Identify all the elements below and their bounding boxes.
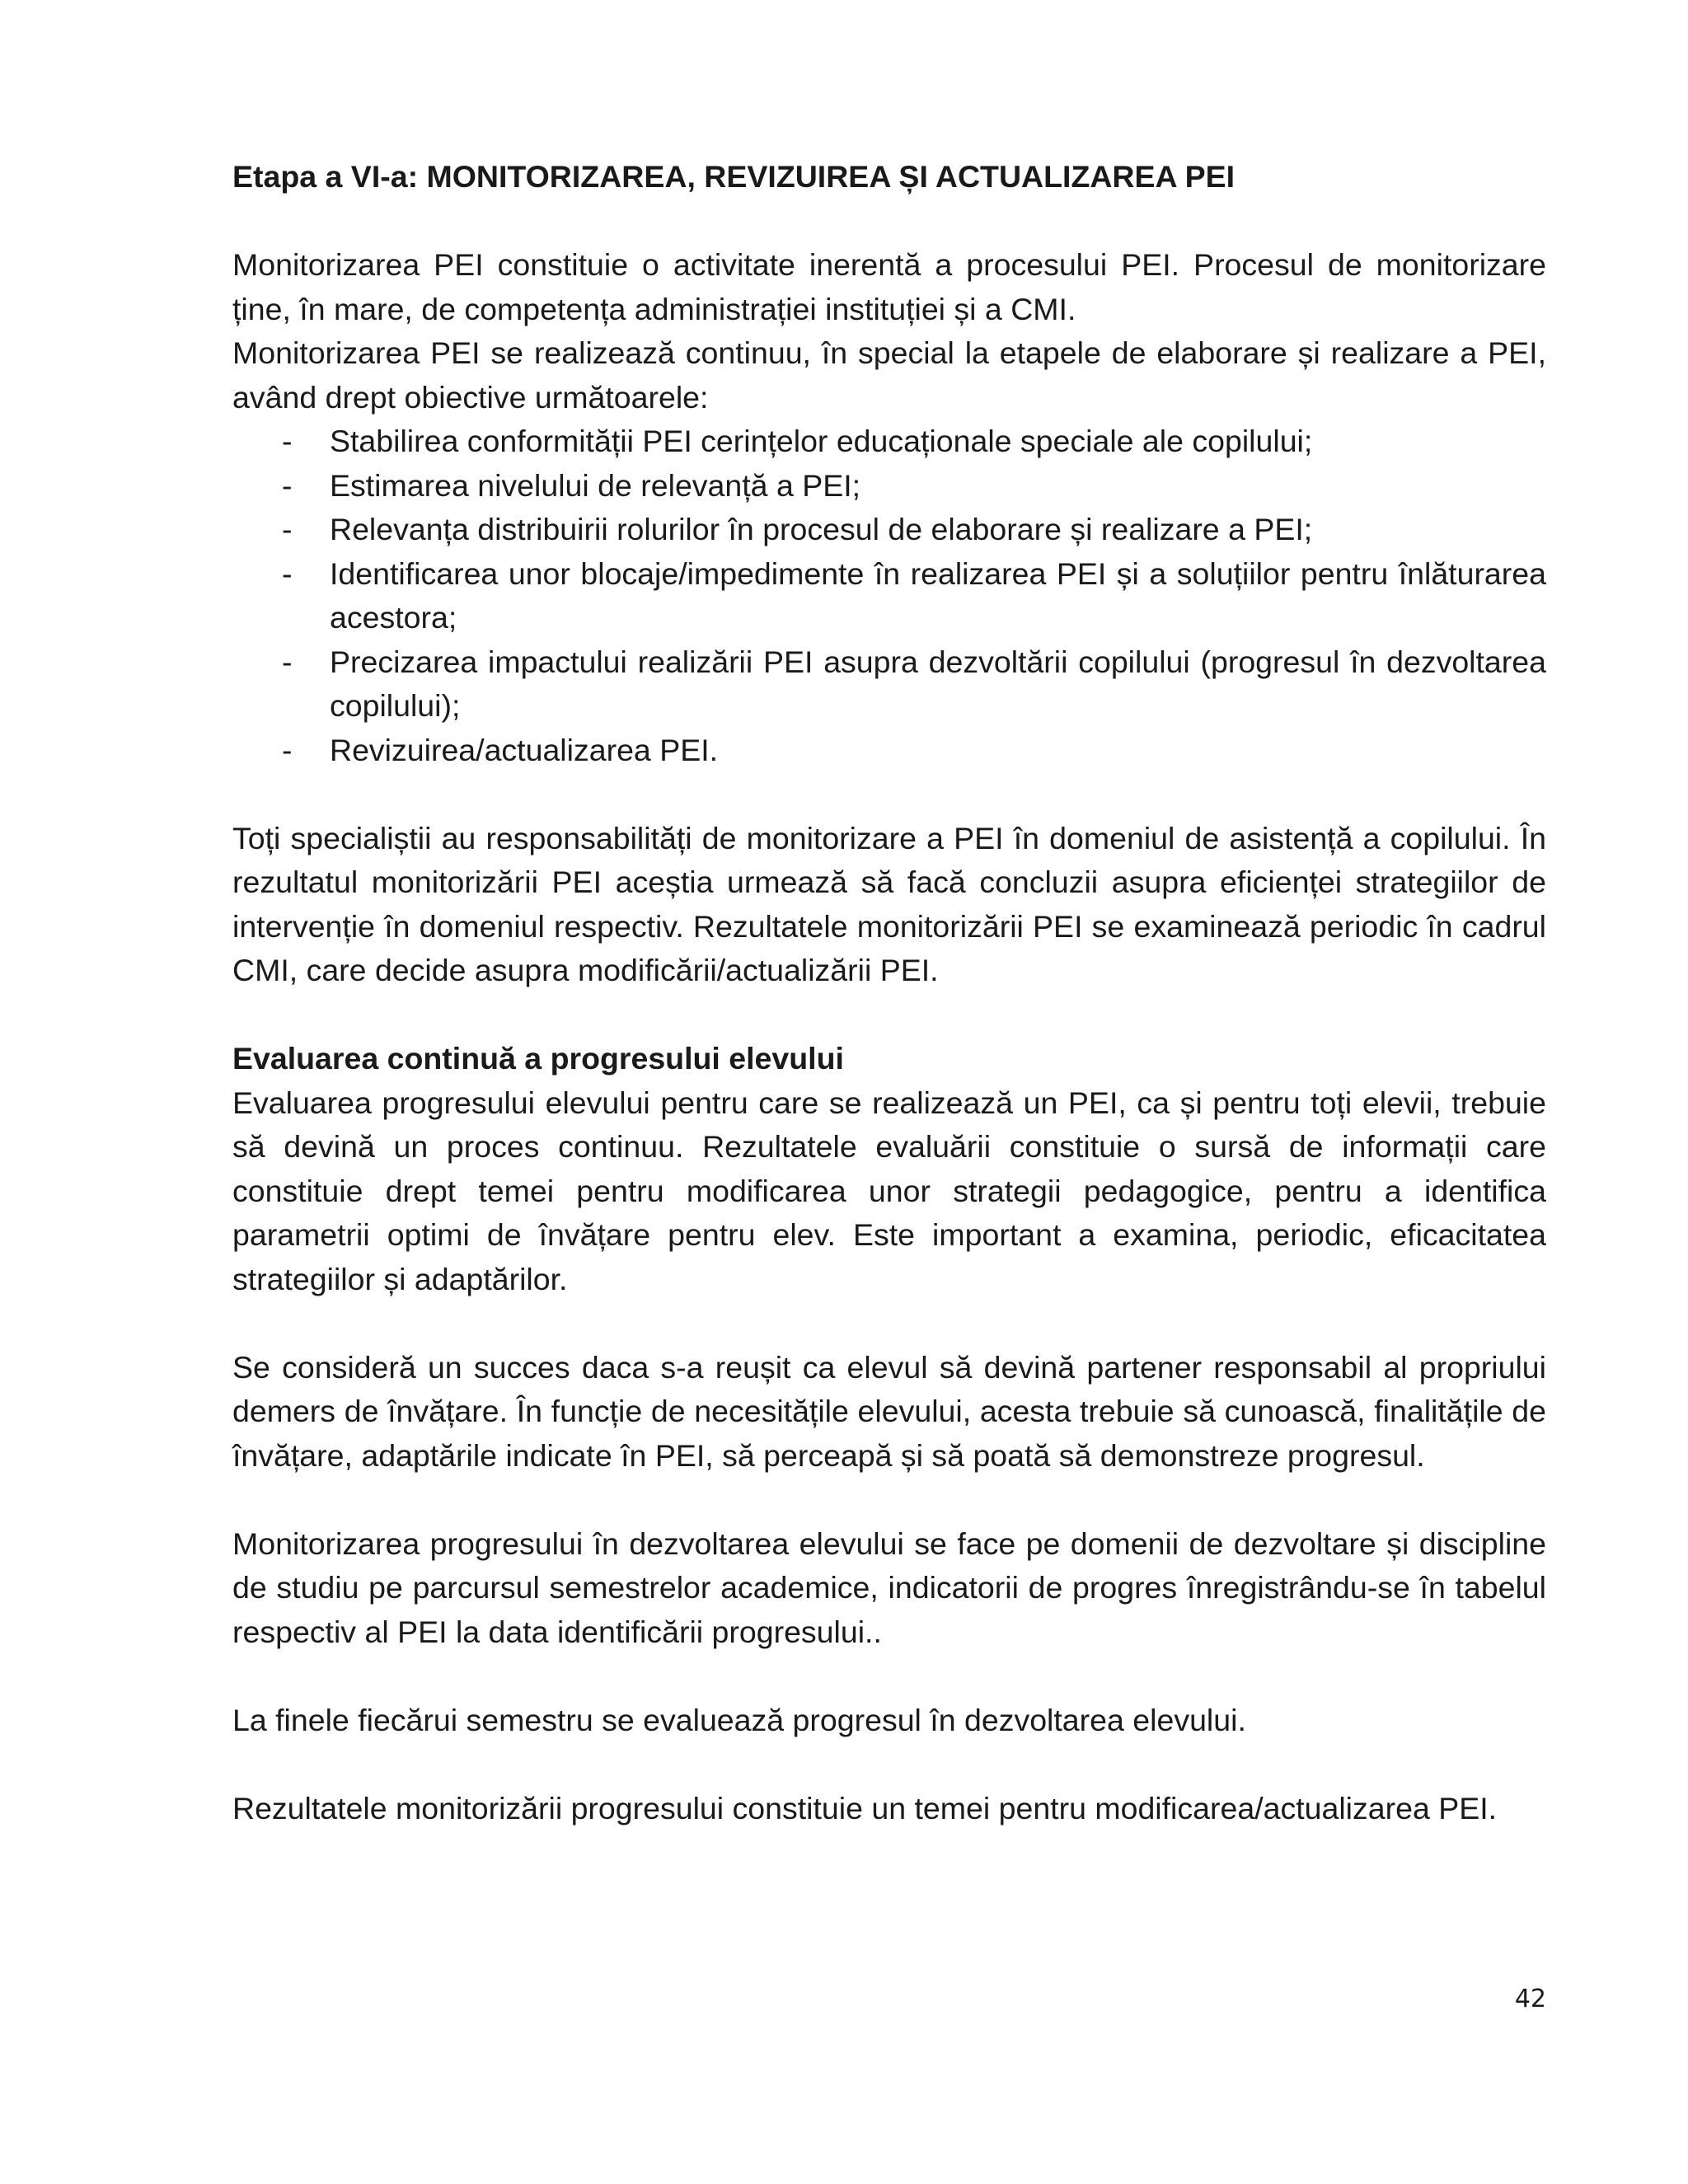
list-item-text: Estimarea nivelului de relevanță a PEI; bbox=[330, 467, 861, 503]
list-item-text: Revizuirea/actualizarea PEI. bbox=[330, 732, 719, 767]
paragraph-intro-2: Monitorizarea PEI se realizează continuu, în special la etapele de elaborare și realizare a PEI, având drept obiective următoarele: bbox=[232, 335, 1546, 415]
paragraph-evaluation: Evaluarea progresului elevului pentru care se realizează un PEI, ca și pentru toți elevii, trebuie să devină un proces continuu. Rezultatele evaluării constituie o sursă de informații care constituie drept temei pentru modificarea unor strategii pedagogice, pentru a identifica parametrii optimi de învățare pentru elev. Este important a examina, periodic, eficacitatea strategiilor și adaptărilor. bbox=[232, 1085, 1546, 1296]
list-item-text: Precizarea impactului realizării PEI asupra dezvoltării copilului (progresul în dezvoltarea copilului); bbox=[330, 644, 1546, 723]
document-page bbox=[232, 155, 1546, 1830]
bullet-dash: - bbox=[282, 644, 293, 679]
spacer bbox=[232, 1654, 1546, 1699]
paragraph-results: Rezultatele monitorizării progresului constituie un temei pentru modificarea/actualizarea PEI. bbox=[232, 1790, 1498, 1825]
bullet-dash: - bbox=[282, 732, 293, 767]
spacer bbox=[232, 1301, 1546, 1346]
paragraph-intro-1: Monitorizarea PEI constituie o activitate inerentă a procesului PEI. Procesul de monitorizare ține, în mare, de competența administrației instituției și a CMI. bbox=[232, 247, 1546, 326]
list-item bbox=[232, 464, 1546, 509]
list-item bbox=[232, 419, 1546, 464]
paragraph-monitoring: Monitorizarea progresului în dezvoltarea elevului se face pe domenii de dezvoltare și discipline de studiu pe parcursul semestrelor academice, indicatorii de progres înregistrându-se în tabelul respectiv al PEI la data identificării progresului.. bbox=[232, 1526, 1546, 1649]
spacer bbox=[232, 199, 1546, 244]
objectives-list bbox=[232, 419, 1546, 772]
bullet-dash: - bbox=[282, 512, 293, 546]
spacer bbox=[232, 993, 1546, 1038]
spacer bbox=[232, 1478, 1546, 1522]
list-item bbox=[232, 729, 1546, 773]
list-item bbox=[232, 640, 1546, 729]
list-item bbox=[232, 552, 1546, 640]
bullet-dash: - bbox=[282, 555, 293, 591]
page-number: 42 bbox=[1514, 1985, 1546, 2013]
paragraph-semester: La finele fiecărui semestru se evaluează progresul în dezvoltarea elevului. bbox=[232, 1702, 1246, 1737]
bullet-dash: - bbox=[282, 467, 293, 503]
spacer bbox=[232, 1742, 1546, 1787]
paragraph-success: Se consideră un succes daca s-a reușit ca elevul să devină partener responsabil al propriului demers de învățare. În funcție de necesitățile elevului, acesta trebuie să cunoască, finalitățile de învățare, adaptările indicate în PEI, să perceapă și să poată să demonstreze progresul. bbox=[232, 1349, 1546, 1473]
section-heading: Etapa a VI-a: MONITORIZAREA, REVIZUIREA ȘI ACTUALIZAREA PEI bbox=[232, 159, 1236, 194]
paragraph-specialists: Toți specialiștii au responsabilități de monitorizare a PEI în domeniul de asistență a copilului. În rezultatul monitorizării PEI aceștia urmează să facă concluzii asupra eficienței strategiilor de intervenție în domeniul respectiv. Rezultatele monitorizării PEI se examinează periodic în cadrul CMI, care decide asupra modificării/actualizării PEI. bbox=[232, 820, 1546, 987]
list-item-text: Stabilirea conformității PEI cerințelor educaționale speciale ale copilului; bbox=[330, 424, 1313, 458]
list-item bbox=[232, 508, 1546, 552]
spacer bbox=[232, 772, 1546, 817]
bullet-dash: - bbox=[282, 424, 293, 458]
list-item-text: Identificarea unor blocaje/impedimente în realizarea PEI și a soluțiilor pentru înlăturarea acestora; bbox=[330, 555, 1546, 635]
list-item-text: Relevanța distribuirii rolurilor în procesul de elaborare și realizare a PEI; bbox=[330, 512, 1313, 546]
subsection-heading: Evaluarea continuă a progresului elevului bbox=[232, 1041, 844, 1076]
